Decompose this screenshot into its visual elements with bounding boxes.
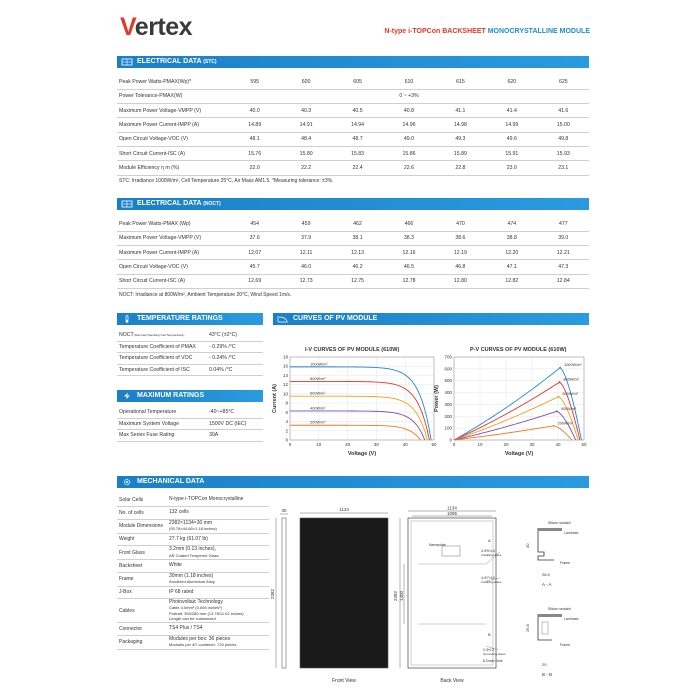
row-value: 12.82	[486, 274, 537, 288]
row-value: 27.7 kg (61.07 lb)	[169, 533, 269, 546]
row-value: 48.7	[332, 132, 383, 146]
row-value: 610	[383, 75, 434, 89]
x-tick-label: 10	[477, 442, 483, 447]
row-value: 46.8	[435, 260, 486, 274]
table-row	[117, 341, 263, 352]
row-value: 462	[332, 217, 383, 231]
y-tick-label: 6	[285, 409, 288, 415]
x-tick-label: 40	[402, 442, 408, 447]
row-value: 12.73	[280, 274, 331, 288]
row-value: 46.2	[332, 260, 383, 274]
table-row	[117, 430, 263, 441]
row-value: 38.8	[486, 231, 537, 245]
hole-callout-1: 4-Φ9×14	[481, 549, 495, 553]
table-row	[117, 217, 589, 231]
row-label: Backsheet	[117, 560, 169, 573]
max-section-bar: MAXIMUM RATINGS	[117, 390, 263, 402]
section-a-mark: A	[488, 538, 491, 543]
row-value: 470	[435, 217, 486, 231]
svg-text:Installing Holes: Installing Holes	[481, 553, 502, 557]
table-row	[117, 260, 589, 274]
row-label: Frame	[117, 572, 169, 586]
row-label: Maximum Power Voltage-VMPP (V)	[117, 231, 229, 245]
y-axis-label: Power (W)	[434, 385, 440, 412]
row-label: NOCT(Nominal Operating Cell Temperature)	[117, 330, 205, 341]
table-row	[117, 132, 589, 146]
row-label: J-Box	[117, 586, 169, 599]
row-value: 22.6	[383, 161, 434, 175]
row-value: 40.3	[280, 104, 331, 118]
x-tick-label: 20	[345, 442, 351, 447]
max-table	[117, 407, 263, 442]
x-tick-label: 40	[555, 442, 561, 447]
table-row	[117, 623, 269, 636]
row-label: Temperature Coefficient of ISC	[117, 364, 205, 375]
series-label: 400W/m²	[310, 406, 326, 411]
plot-frame	[290, 357, 434, 440]
row-label: Module Dimensions	[117, 519, 169, 533]
row-value: 22.2	[280, 161, 331, 175]
dim-1095: 1095	[446, 511, 458, 516]
mpp-point	[559, 381, 561, 383]
y-tick-label: 700	[444, 354, 452, 360]
stc-title: ELECTRICAL DATA	[137, 58, 202, 65]
iv-chart-title: I-V CURVES OF PV MODULE (610W)	[305, 347, 400, 353]
section-b-mark: B	[488, 632, 491, 637]
svg-text:Frame: Frame	[560, 643, 571, 647]
table-row	[117, 161, 589, 175]
curves-section-bar: CURVES OF PV MODULE	[273, 313, 589, 325]
x-tick-label: 50	[581, 442, 587, 447]
table-row	[117, 330, 263, 341]
row-label: Maximum Power Current-IMPP (A)	[117, 246, 229, 260]
series-line	[454, 368, 581, 440]
y-tick-label: 0	[449, 437, 452, 443]
y-tick-label: 2	[285, 428, 288, 434]
row-value: 15.86	[383, 146, 434, 160]
row-value: 30A	[205, 430, 263, 441]
row-value: 15.89	[435, 146, 486, 160]
row-value: 12.11	[280, 246, 331, 260]
row-label: Operational Temperature	[117, 407, 205, 418]
row-value: -40~+85°C	[205, 407, 263, 418]
row-label: Temperature Coefficient of VOC	[117, 353, 205, 364]
row-value: 12.07	[229, 246, 280, 260]
pv-chart-title: P-V CURVES OF PV MODULE (610W)	[470, 347, 567, 353]
x-axis-label: Voltage (V)	[504, 451, 534, 457]
noct-table	[117, 217, 589, 289]
row-value: 15.83	[332, 146, 383, 160]
svg-text:28.5: 28.5	[542, 572, 550, 577]
row-label: Power Tolerance-PMAX(W)	[117, 89, 229, 103]
row-value: 12.78	[383, 274, 434, 288]
dim-2382-back: 2382	[393, 590, 398, 602]
thermometer-icon	[121, 315, 133, 323]
section-aa-label: A - A	[542, 582, 552, 587]
row-label: Peak Power Watts-PMAX(Wp)*	[117, 75, 229, 89]
stc-section-bar: ELECTRICAL DATA (STC)	[117, 56, 589, 68]
row-value: 23.1	[538, 161, 589, 175]
table-row	[117, 560, 269, 573]
row-label: Open Circuit Voltage-VOC (V)	[117, 260, 229, 274]
mpp-point	[558, 396, 560, 398]
module-drawing	[270, 505, 596, 690]
row-value: 12.20	[486, 246, 537, 260]
table-row	[117, 533, 269, 546]
row-value: 14.99	[486, 118, 537, 132]
section-bb-label: B - B	[542, 672, 553, 677]
table-row	[117, 146, 589, 160]
series-label: 1000W/m²	[564, 363, 582, 368]
row-value: 595	[229, 75, 280, 89]
row-value: 41.4	[486, 104, 537, 118]
series-label: 600W/m²	[562, 392, 578, 397]
y-tick-label: 14	[282, 372, 288, 378]
row-value: 132 cells	[169, 507, 269, 520]
row-label: Open Circuit Voltage-VOC (V)	[117, 132, 229, 146]
temp-section-bar: TEMPERATURE RATINGS	[117, 313, 263, 325]
row-label: Peak Power Watts-PMAX (Wp)	[117, 217, 229, 231]
row-value: 15.91	[486, 146, 537, 160]
row-value: 46.5	[383, 260, 434, 274]
y-axis-label: Current (A)	[272, 383, 278, 414]
svg-text:26.8: 26.8	[525, 624, 530, 632]
row-label: Max Series Fuse Rating	[117, 430, 205, 441]
gear-icon	[121, 478, 133, 486]
row-value: 474	[486, 217, 537, 231]
front-view-label: Front View	[332, 678, 356, 684]
row-label: Connector	[117, 623, 169, 636]
row-label: Short Circuit Current-ISC (A)	[117, 274, 229, 288]
row-label: Solar Cells	[117, 494, 169, 507]
y-tick-label: 18	[282, 354, 288, 360]
row-value: White	[169, 560, 269, 573]
table-row	[117, 494, 269, 507]
y-tick-label: 16	[282, 363, 288, 369]
iv-chart	[270, 353, 440, 458]
y-tick-label: 100	[444, 425, 452, 431]
row-value: 49.0	[383, 132, 434, 146]
dim-1134-back: 1134	[447, 505, 457, 511]
row-label: Module Efficiency η m (%)	[117, 161, 229, 175]
row-value: IP 68 rated	[169, 586, 269, 599]
table-row	[117, 635, 269, 649]
y-tick-label: 400	[444, 390, 452, 396]
table-row	[117, 364, 263, 375]
row-label: Maximum Power Current-IMPP (A)	[117, 118, 229, 132]
row-value: 39.0	[538, 231, 589, 245]
series-label: 800W/m²	[310, 376, 326, 381]
x-tick-label: 0	[288, 442, 292, 447]
row-value: 615	[435, 75, 486, 89]
row-label: Temperature Coefficient of PMAX	[117, 341, 205, 352]
panel-icon	[121, 58, 133, 66]
svg-text:Frame: Frame	[560, 561, 571, 565]
x-tick-label: 30	[373, 442, 379, 447]
row-label: Front Glass	[117, 546, 169, 560]
table-row	[117, 75, 589, 89]
table-row	[117, 572, 269, 586]
table-row	[117, 407, 263, 418]
hole-callout-3: 2-Φ4.3	[483, 648, 494, 652]
hole-callout-4: 8-Drain Hole	[483, 659, 503, 663]
row-value: 30mm (1.18 inches) Anodized Aluminium Alloy	[169, 572, 269, 586]
row-value: 47.3	[538, 260, 589, 274]
row-value: 48.4	[280, 132, 331, 146]
row-value: 3.2mm (0.13 inches), AR Coated Tempered Glass	[169, 546, 269, 560]
x-tick-label: 10	[316, 442, 322, 447]
row-value: Modules per box: 36 pieces Modules per 40' container: 720 pieces	[169, 635, 269, 649]
panel-icon	[121, 200, 133, 208]
section-bb-profile	[538, 614, 552, 640]
row-value: 15.76	[229, 146, 280, 160]
row-value: - 0.24% /°C	[205, 353, 263, 364]
mpp-point	[559, 367, 561, 369]
row-value: 14.91	[280, 118, 331, 132]
y-tick-label: 4	[285, 419, 288, 425]
row-value: 41.1	[435, 104, 486, 118]
x-axis-label: Voltage (V)	[347, 451, 377, 457]
side-profile	[282, 518, 286, 668]
row-value: 38.1	[332, 231, 383, 245]
table-row	[117, 519, 269, 533]
row-value: 49.3	[435, 132, 486, 146]
series-label: 800W/m²	[563, 377, 579, 382]
row-value: 23.0	[486, 161, 537, 175]
row-value: 40.5	[332, 104, 383, 118]
row-value: 12.69	[229, 274, 280, 288]
table-row	[117, 246, 589, 260]
y-tick-label: 8	[285, 400, 288, 406]
y-tick-label: 200	[444, 413, 452, 419]
row-value: 466	[383, 217, 434, 231]
row-value: 459	[280, 217, 331, 231]
pv-chart	[432, 353, 590, 458]
row-value: 40.0	[229, 104, 280, 118]
x-tick-label: 30	[529, 442, 535, 447]
row-value: 22.8	[435, 161, 486, 175]
curve-icon	[277, 315, 289, 323]
row-value: 0.04% /°C	[205, 364, 263, 375]
row-value: 49.8	[538, 132, 589, 146]
table-row	[117, 89, 589, 103]
row-value: 605	[332, 75, 383, 89]
series-line	[290, 425, 420, 440]
row-value: Photovoltaic Technology Cable 4.0mm² (0.006 inches²) Portrait: 350/280 mm (13.78/11.02 inches) Length can be customized	[169, 599, 269, 623]
table-row	[117, 586, 269, 599]
row-value: 41.6	[538, 104, 589, 118]
row-value: 43°C (±2°C)	[205, 330, 263, 341]
row-value: 22.4	[332, 161, 383, 175]
y-tick-label: 600	[444, 366, 452, 372]
product-title: N-type i-TOPCon BACKSHEET MONOCRYSTALLINE MODULE	[384, 28, 590, 35]
stc-table	[117, 75, 589, 176]
y-tick-label: 500	[444, 378, 452, 384]
row-value: 15.00	[538, 118, 589, 132]
row-label: Weight	[117, 533, 169, 546]
row-value: 12.84	[538, 274, 589, 288]
back-view-label: Back View	[440, 678, 464, 684]
series-label: 400W/m²	[560, 406, 577, 411]
row-value: 37.9	[280, 231, 331, 245]
dim-2382-front: 2382	[270, 588, 275, 600]
x-tick-label: 50	[431, 442, 437, 447]
sealant-label-a: Silicon sealant	[548, 521, 571, 525]
svg-text:Laminate: Laminate	[564, 531, 579, 535]
series-label: 200W/m²	[557, 421, 573, 426]
row-value: 1500V DC (IEC)	[205, 418, 263, 429]
row-value: 14.94	[332, 118, 383, 132]
sealant-label-b: Silicon sealant	[548, 607, 571, 611]
dim-1400: 1400	[399, 590, 404, 602]
table-row	[117, 231, 589, 245]
row-value: 14.96	[383, 118, 434, 132]
row-value: 48.1	[229, 132, 280, 146]
row-value: - 0.29% /°C	[205, 341, 263, 352]
row-value: 45.7	[229, 260, 280, 274]
y-tick-label: 300	[444, 401, 452, 407]
table-row	[117, 599, 269, 623]
row-value: 40.8	[383, 104, 434, 118]
row-value: 37.6	[229, 231, 280, 245]
series-line	[290, 396, 427, 440]
row-label: No. of cells	[117, 507, 169, 520]
y-tick-label: 10	[282, 391, 288, 397]
row-value: 14.98	[435, 118, 486, 132]
table-row	[117, 104, 589, 118]
series-line	[454, 397, 578, 440]
x-tick-label: 0	[452, 442, 456, 447]
front-view-panel	[300, 518, 388, 668]
noct-section-bar: ELECTRICAL DATA (NOCT)	[117, 198, 589, 210]
dim-1134-front: 1134	[339, 507, 349, 512]
series-label: 600W/m²	[310, 391, 326, 396]
svg-text:30: 30	[525, 543, 530, 548]
row-value: 12.21	[538, 246, 589, 260]
row-value: 49.6	[486, 132, 537, 146]
row-value: 15.93	[538, 146, 589, 160]
svg-text:Grounding Holes: Grounding Holes	[483, 652, 506, 656]
y-tick-label: 0	[285, 437, 288, 443]
dim-30: 30	[281, 508, 287, 513]
mech-section-bar: MECHANICAL DATA	[117, 476, 589, 488]
row-value: 2382×1134×30 mm (93.78×44.65×1.18 inches)	[169, 519, 269, 533]
section-aa-profile	[538, 528, 554, 560]
row-value: 477	[538, 217, 589, 231]
row-label: Short Circuit Current-ISC (A)	[117, 146, 229, 160]
row-value: 38.6	[435, 231, 486, 245]
mpp-point	[556, 410, 558, 412]
nameplate-box	[442, 546, 460, 556]
series-label: 200W/m²	[310, 420, 326, 425]
svg-text:Laminate: Laminate	[564, 617, 579, 621]
noct-note: NOCT: Irradiance at 800W/m², Ambient Temperature 20°C, Wind Speed 1m/s.	[119, 292, 292, 298]
series-line	[454, 412, 576, 440]
back-view-frame	[408, 518, 496, 668]
table-row	[117, 507, 269, 520]
row-label: Cables	[117, 599, 169, 623]
row-value: 620	[486, 75, 537, 89]
row-value: N-type i-TOPCon Monocrystalline	[169, 494, 269, 507]
mpp-point	[553, 425, 555, 427]
x-tick-label: 20	[503, 442, 509, 447]
row-value: 12.16	[383, 246, 434, 260]
bolt-icon	[121, 392, 133, 400]
table-row	[117, 274, 589, 288]
row-value: 600	[280, 75, 331, 89]
row-value: 12.75	[332, 274, 383, 288]
row-value: TS4 Plus / TS4	[169, 623, 269, 636]
row-value: 22.0	[229, 161, 280, 175]
row-value: 12.13	[332, 246, 383, 260]
row-label: Packaging	[117, 635, 169, 649]
row-value: 12.80	[435, 274, 486, 288]
row-label: Maximum Power Voltage-VMPP (V)	[117, 104, 229, 118]
series-label: 1000W/m²	[310, 362, 328, 367]
svg-text:20: 20	[542, 662, 547, 667]
row-value: 46.0	[280, 260, 331, 274]
row-value: 14.89	[229, 118, 280, 132]
row-value: 15.80	[280, 146, 331, 160]
row-label: Maximum System Voltage	[117, 418, 205, 429]
vertex-logo: Vertex	[120, 13, 193, 41]
mech-table	[117, 494, 269, 650]
row-value: 454	[229, 217, 280, 231]
row-value: 38.3	[383, 231, 434, 245]
hole-callout-2: 4-Φ7×10	[481, 576, 495, 580]
y-tick-label: 12	[282, 382, 288, 388]
stc-note: STC: Irradiance 1000W/m², Cell Temperature 25°C, Air Mass AM1.5. *Measuring tolerance: ±3%.	[119, 178, 334, 184]
row-value: 12.19	[435, 246, 486, 260]
table-row	[117, 546, 269, 560]
table-row	[117, 118, 589, 132]
nameplate-label: Nameplate	[429, 543, 446, 547]
table-row	[117, 353, 263, 364]
row-value: 0 ~ +3%	[229, 89, 589, 103]
row-value: 47.1	[486, 260, 537, 274]
temp-table	[117, 330, 263, 376]
table-row	[117, 418, 263, 429]
svg-text:Installing Holes: Installing Holes	[481, 580, 502, 584]
row-value: 625	[538, 75, 589, 89]
